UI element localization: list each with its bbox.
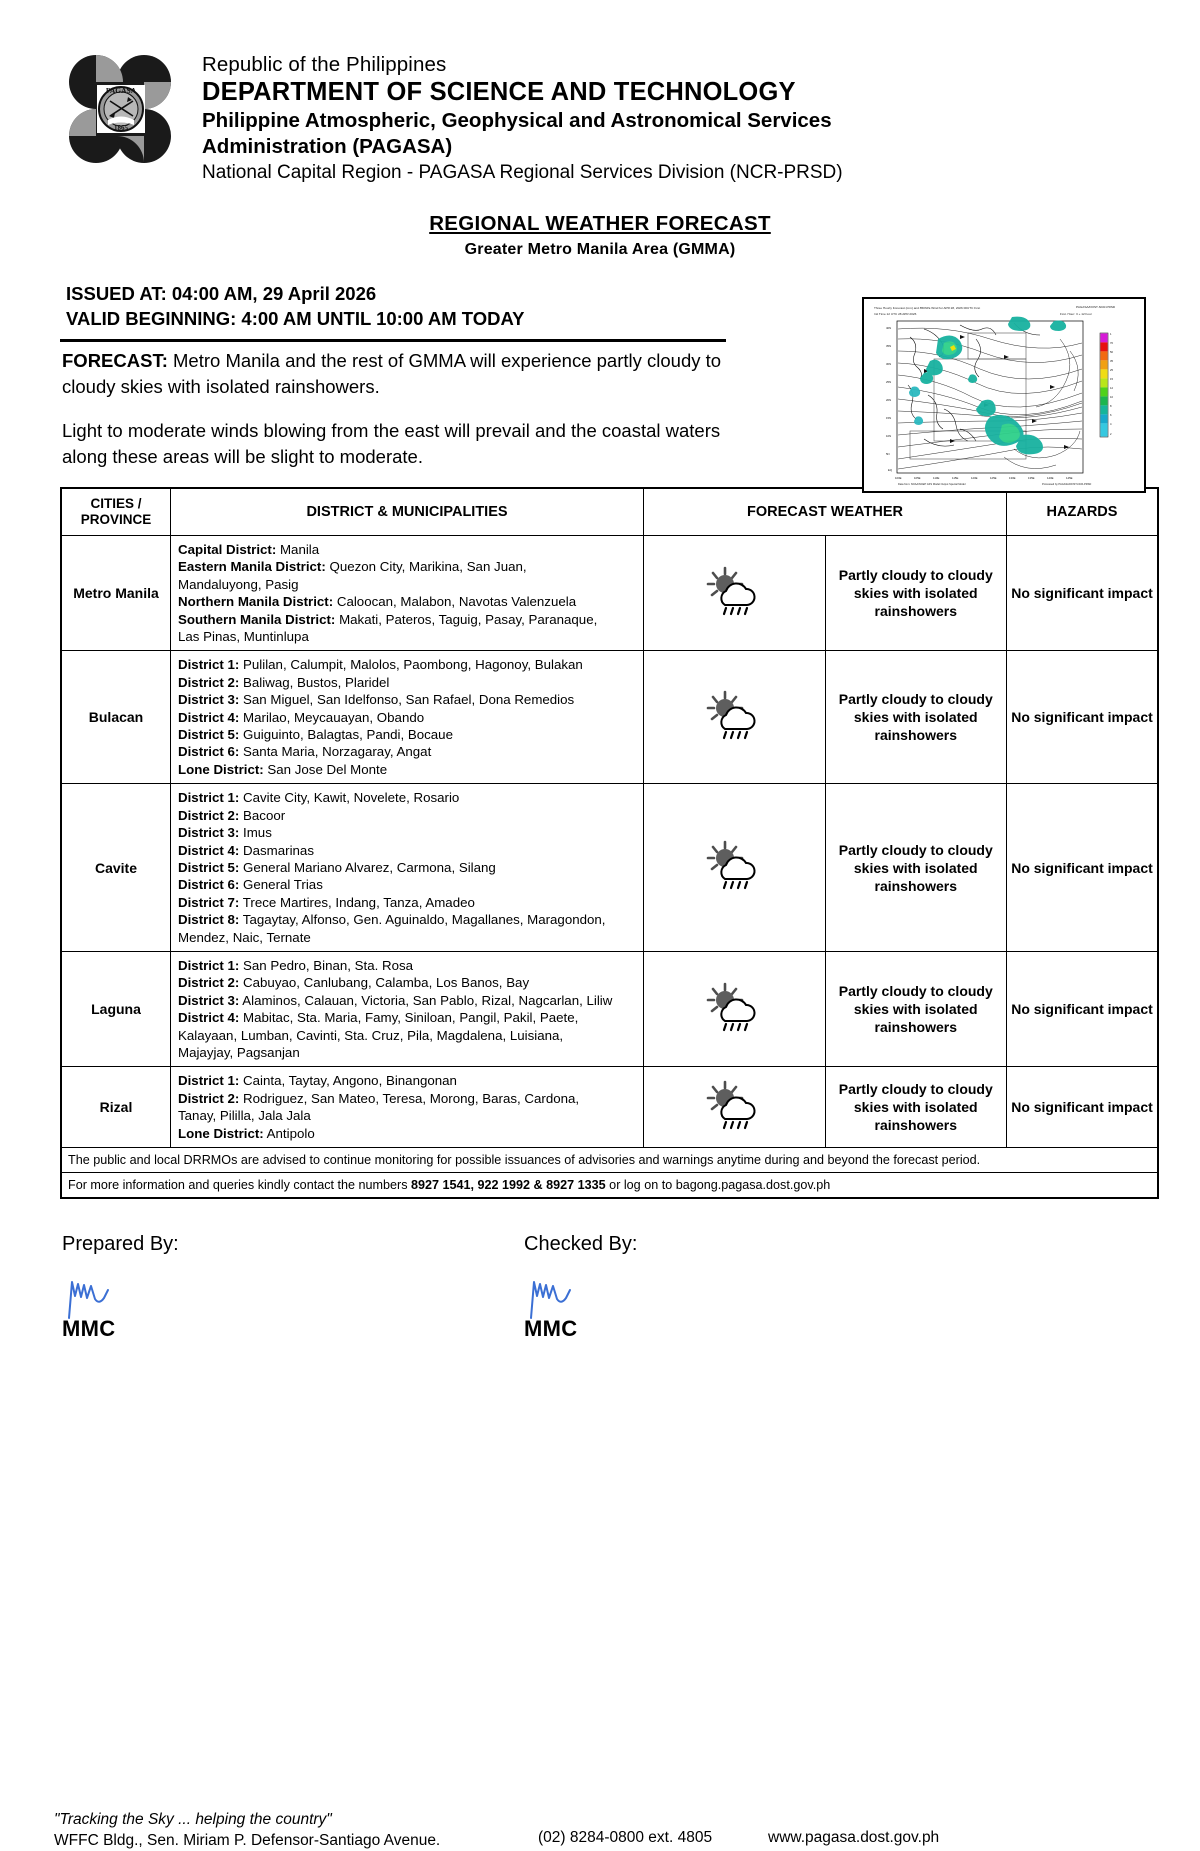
district-line	[178, 558, 639, 575]
svg-text:130E: 130E	[1009, 476, 1016, 480]
forecast-weather-text: Partly cloudy to cloudy skies with isolated rainshowers	[825, 536, 1007, 651]
district-label: Eastern Manila District:	[178, 559, 326, 575]
district-places: San Jose Del Monte	[263, 761, 388, 777]
district-line	[178, 628, 639, 645]
district-places: Makati, Pateros, Taguig, Pasay, Paranaque,	[335, 611, 598, 627]
footer-website[interactable]: www.pagasa.dost.gov.ph	[768, 1829, 940, 1846]
hazard-text: No significant impact	[1007, 784, 1159, 952]
district-places: General Trias	[239, 877, 323, 893]
district-places: Dasmarinas	[239, 842, 314, 858]
district-places: Cainta, Taytay, Angono, Binangonan	[239, 1073, 457, 1089]
district-list	[171, 784, 644, 952]
partly-cloudy-rain-icon	[703, 689, 765, 741]
district-label: District 3:	[178, 692, 240, 708]
svg-text:35: 35	[1110, 360, 1113, 363]
svg-text:EQ: EQ	[888, 468, 893, 472]
district-line	[178, 992, 639, 1009]
header-districts: DISTRICT & MUNICIPALITIES	[171, 488, 644, 536]
district-label: District 5:	[178, 859, 240, 875]
issued-at: ISSUED AT: 04:00 AM, 29 April 2026	[66, 283, 377, 304]
district-line	[178, 974, 639, 991]
title-block	[0, 212, 1200, 259]
province-name: Bulacan	[61, 651, 171, 784]
district-places: Trece Martires, Indang, Tanza, Amadeo	[239, 894, 475, 910]
province-name: Metro Manila	[61, 536, 171, 651]
district-line	[178, 859, 639, 876]
logo-year: 1865	[114, 124, 128, 132]
svg-text:30N: 30N	[886, 362, 892, 366]
document-header	[0, 0, 1200, 186]
district-line	[178, 1090, 639, 1107]
header-cities-line1: CITIES /	[90, 496, 142, 511]
forecast-paragraph-2: Light to moderate winds blowing from the east will prevail and the coastal waters along these areas will be slight to moderate.	[62, 420, 721, 467]
district-label: District 7:	[178, 894, 240, 910]
district-label: District 3:	[178, 992, 240, 1008]
table-row	[61, 536, 1158, 651]
district-line	[178, 611, 639, 628]
svg-text:125E: 125E	[990, 476, 997, 480]
district-label: District 1:	[178, 957, 240, 973]
svg-text:120E: 120E	[971, 476, 978, 480]
district-line	[178, 1107, 639, 1124]
forecast-weather-text: Partly cloudy to cloudy skies with isolated rainshowers	[825, 651, 1007, 784]
province-name: Rizal	[61, 1067, 171, 1148]
valid-period: VALID BEGINNING: 4:00 AM UNTIL 10:00 AM TODAY	[66, 308, 525, 329]
district-line	[178, 674, 639, 691]
table-note-row	[61, 1148, 1158, 1173]
province-name: Laguna	[61, 951, 171, 1066]
province-name: Cavite	[61, 784, 171, 952]
forecast-text	[62, 342, 732, 469]
republic-line: Republic of the Philippines	[202, 53, 447, 76]
svg-text:35N: 35N	[886, 344, 892, 348]
svg-text:15N: 15N	[886, 416, 892, 420]
svg-text:Fcst. Hour: 3 + 12 hour: Fcst. Hour: 3 + 12 hour	[1060, 312, 1092, 316]
table-row	[61, 784, 1158, 952]
forecast-body-1: Metro Manila and the rest of GMMA will experience partly cloudy to cloudy skies with isolated rainshowers.	[62, 350, 722, 397]
district-places: General Mariano Alvarez, Carmona, Silang	[239, 859, 496, 875]
district-places: Rodriguez, San Mateo, Teresa, Morong, Baras, Cardona,	[239, 1090, 580, 1106]
district-places: San Pedro, Binan, Sta. Rosa	[239, 957, 414, 973]
table-row	[61, 1067, 1158, 1148]
district-places: Antipolo	[263, 1125, 315, 1141]
district-label: District 4:	[178, 1010, 240, 1026]
district-places: Santa Maria, Norzagaray, Angat	[239, 744, 432, 760]
signature-section	[0, 1233, 1200, 1353]
district-line	[178, 709, 639, 726]
partly-cloudy-rain-icon	[703, 839, 765, 891]
hazard-text: No significant impact	[1007, 651, 1159, 784]
district-list	[171, 651, 644, 784]
district-label: District 2:	[178, 674, 240, 690]
district-label: District 2:	[178, 975, 240, 991]
svg-text:PAGASA/DOST-NCR-PRSD: PAGASA/DOST-NCR-PRSD	[1076, 305, 1116, 309]
forecast-weather-text: Partly cloudy to cloudy skies with isolated rainshowers	[825, 951, 1007, 1066]
svg-text:12: 12	[1110, 387, 1113, 390]
hazard-text: No significant impact	[1007, 536, 1159, 651]
svg-text:Processed by PAGASA/DOST-NCR-P: Processed by PAGASA/DOST-NCR-PRSD	[1042, 483, 1092, 486]
svg-text:Init Time 12 UTC 28 APR 2026: Init Time 12 UTC 28 APR 2026	[874, 312, 917, 316]
table-note-row	[61, 1173, 1158, 1199]
district-label: District 6:	[178, 877, 240, 893]
svg-text:115E: 115E	[952, 476, 959, 480]
district-places: Mandaluyong, Pasig	[178, 576, 299, 592]
table-row	[61, 651, 1158, 784]
contact-numbers: 8927 1541, 922 1992 & 8927 1335	[411, 1178, 606, 1192]
district-places: Alaminos, Calauan, Victoria, San Pablo, Rizal, Nagcarlan, Liliw	[239, 992, 613, 1008]
district-line	[178, 1027, 639, 1044]
svg-text:100E: 100E	[895, 476, 902, 480]
svg-text:145E: 145E	[1066, 476, 1073, 480]
district-places: Quezon City, Marikina, San Juan,	[325, 559, 527, 575]
district-places: Baliwag, Bustos, Plaridel	[239, 674, 390, 690]
svg-text:4: 4	[1110, 423, 1112, 426]
district-label: Lone District:	[178, 1125, 264, 1141]
district-places: Kalayaan, Lumban, Cavinti, Sta. Cruz, Pila, Magdalena, Luisiana,	[178, 1027, 564, 1043]
district-line	[178, 876, 639, 893]
svg-text:135E: 135E	[1028, 476, 1035, 480]
logo-text: PAGASA	[105, 86, 137, 95]
district-places: Mabitac, Sta. Maria, Famy, Siniloan, Pangil, Pakil, Paete,	[239, 1010, 579, 1026]
district-places: Bacoor	[239, 807, 286, 823]
district-places: Tagaytay, Alfonso, Gen. Aguinaldo, Magallanes, Maragondon,	[239, 912, 606, 928]
forecast-label: FORECAST:	[62, 350, 168, 371]
checked-by-label: Checked By:	[524, 1233, 638, 1255]
header-cities-line2: PROVINCE	[80, 512, 152, 527]
district-list	[171, 951, 644, 1066]
checked-by-block	[524, 1233, 637, 1342]
advisory-note: The public and local DRRMOs are advised to continue monitoring for possible issuances of advisories and warnings anytime during and beyond the forecast period.	[61, 1148, 1158, 1173]
footer-phone: (02) 8284-0800 ext. 4805	[538, 1829, 713, 1846]
district-line	[178, 1009, 639, 1026]
svg-text:105E: 105E	[914, 476, 921, 480]
contact-note	[61, 1173, 1158, 1199]
prepared-by-name: MMC	[62, 1316, 116, 1341]
district-line	[178, 957, 639, 974]
checked-by-name: MMC	[524, 1316, 578, 1341]
district-places: Imus	[239, 825, 272, 841]
department-line: DEPARTMENT OF SCIENCE AND TECHNOLOGY	[202, 78, 796, 106]
page-title: REGIONAL WEATHER FORECAST	[429, 212, 771, 235]
header-hazards: HAZARDS	[1007, 488, 1159, 536]
footer-tagline: "Tracking the Sky ... helping the country"	[54, 1811, 332, 1828]
forecast-weather-text: Partly cloudy to cloudy skies with isolated rainshowers	[825, 784, 1007, 952]
svg-text:20N: 20N	[886, 398, 892, 402]
svg-text:15: 15	[1110, 378, 1113, 381]
district-label: District 1:	[178, 657, 240, 673]
district-line	[178, 576, 639, 593]
svg-text:Data from: NOAA/NCEP GFS Model: Data from: NOAA/NCEP GFS Model Output Special Model	[898, 483, 966, 486]
district-label: Capital District:	[178, 542, 277, 557]
district-label: Southern Manila District:	[178, 611, 336, 627]
district-line	[178, 593, 639, 610]
district-line	[178, 1125, 639, 1142]
district-places: Caloocan, Malabon, Navotas Valenzuela	[333, 594, 577, 610]
district-line	[178, 656, 639, 673]
district-line	[178, 824, 639, 841]
district-line	[178, 1072, 639, 1089]
partly-cloudy-rain-icon	[703, 565, 765, 617]
contact-note-post: or log on to bagong.pagasa.dost.gov.ph	[605, 1178, 831, 1192]
district-label: District 4:	[178, 842, 240, 858]
district-places: Tanay, Pililla, Jala Jala	[178, 1108, 311, 1124]
svg-text:50: 50	[1110, 351, 1113, 354]
svg-text:1: 1	[1110, 333, 1112, 336]
district-places: Cavite City, Kawit, Novelete, Rosario	[239, 790, 460, 806]
table-body	[61, 536, 1158, 1199]
page-subtitle: Greater Metro Manila Area (GMMA)	[464, 241, 736, 258]
partly-cloudy-rain-icon	[703, 981, 765, 1033]
svg-text:110E: 110E	[933, 476, 940, 480]
svg-text:10N: 10N	[886, 434, 892, 438]
agency-line-1: Philippine Atmospheric, Geophysical and Astronomical Services	[202, 109, 832, 132]
prepared-by-block	[62, 1233, 179, 1342]
weather-map-image	[864, 299, 1140, 487]
division-line: National Capital Region - PAGASA Regional Services Division (NCR-PRSD)	[202, 162, 843, 183]
streamline-weather-map	[862, 297, 1146, 493]
district-label: District 8:	[178, 912, 240, 928]
table-row	[61, 951, 1158, 1066]
header-text-block	[202, 48, 843, 186]
district-list	[171, 536, 644, 651]
district-places: Majayjay, Pagsanjan	[178, 1044, 300, 1060]
district-label: District 6:	[178, 744, 240, 760]
forecast-paragraph-1	[62, 348, 732, 399]
contact-note-pre: For more information and queries kindly contact the numbers	[68, 1178, 411, 1192]
district-places: Pulilan, Calumpit, Malolos, Paombong, Hagonoy, Bulakan	[239, 657, 583, 673]
district-label: District 3:	[178, 825, 240, 841]
district-list	[171, 1067, 644, 1148]
district-places: Marilao, Meycauayan, Obando	[239, 709, 425, 725]
district-line	[178, 894, 639, 911]
weather-icon-cell	[644, 784, 826, 952]
svg-text:8: 8	[1110, 405, 1112, 408]
header-forecast-weather: FORECAST WEATHER	[644, 488, 1007, 536]
district-label: Northern Manila District:	[178, 594, 334, 610]
district-line	[178, 541, 639, 558]
agency-line-2: Administration (PAGASA)	[202, 135, 453, 158]
weather-icon-cell	[644, 1067, 826, 1148]
prepared-by-label: Prepared By:	[62, 1233, 179, 1255]
svg-text:6: 6	[1110, 414, 1112, 417]
handwritten-signature-icon	[524, 1272, 594, 1324]
pagasa-logo	[66, 54, 174, 166]
forecast-weather-text: Partly cloudy to cloudy skies with isolated rainshowers	[825, 1067, 1007, 1148]
weather-icon-cell	[644, 536, 826, 651]
paragraph-gap	[62, 399, 732, 418]
footer-left	[54, 1809, 440, 1851]
district-places: Guiguinto, Balagtas, Pandi, Bocaue	[239, 727, 453, 743]
handwritten-signature-icon	[62, 1272, 132, 1324]
district-line	[178, 929, 639, 946]
hazard-text: No significant impact	[1007, 1067, 1159, 1148]
district-line	[178, 842, 639, 859]
svg-text:2: 2	[1110, 433, 1112, 436]
district-places: Cabuyao, Canlubang, Calamba, Los Banos, Bay	[239, 975, 530, 991]
district-label: District 1:	[178, 790, 240, 806]
header-cities-province	[61, 488, 171, 536]
svg-text:5N: 5N	[886, 452, 890, 456]
footer-address: WFFC Bldg., Sen. Miriam P. Defensor-Santiago Avenue.	[54, 1832, 441, 1849]
district-places: Mendez, Naic, Ternate	[178, 929, 311, 945]
prepared-by-signature	[62, 1278, 179, 1320]
district-label: District 2:	[178, 1090, 240, 1106]
district-label: District 1:	[178, 1073, 240, 1089]
district-line	[178, 789, 639, 806]
hazard-text: No significant impact	[1007, 951, 1159, 1066]
district-line	[178, 807, 639, 824]
weather-icon-cell	[644, 951, 826, 1066]
svg-text:25: 25	[1110, 369, 1113, 372]
district-line	[178, 743, 639, 760]
district-places: San Miguel, San Idelfonso, San Rafael, Dona Remedios	[239, 692, 575, 708]
table-header-row	[61, 488, 1158, 536]
forecast-table	[60, 487, 1159, 1199]
district-line	[178, 761, 639, 778]
svg-text:10: 10	[1110, 396, 1113, 399]
pagasa-seal-icon	[66, 54, 174, 166]
weather-icon-cell	[644, 651, 826, 784]
svg-text:40N: 40N	[886, 326, 892, 330]
district-line	[178, 726, 639, 743]
district-line	[178, 691, 639, 708]
district-line	[178, 1044, 639, 1061]
district-label: District 2:	[178, 807, 240, 823]
checked-by-signature	[524, 1278, 637, 1320]
district-line	[178, 911, 639, 928]
partly-cloudy-rain-icon	[703, 1079, 765, 1131]
svg-text:140E: 140E	[1047, 476, 1054, 480]
svg-text:25N: 25N	[886, 380, 892, 384]
district-label: Lone District:	[178, 761, 264, 777]
svg-text:Three Hourly Forecast (mm) a: Three Hourly Forecast (mm) and 850hPa Wind for APR 28, 2026 00UTC Fcst	[874, 306, 981, 310]
district-label: District 5:	[178, 727, 240, 743]
svg-text:70: 70	[1110, 342, 1113, 345]
district-places: Las Pinas, Muntinlupa	[178, 629, 309, 645]
district-places: Manila	[276, 542, 320, 557]
district-label: District 4:	[178, 709, 240, 725]
